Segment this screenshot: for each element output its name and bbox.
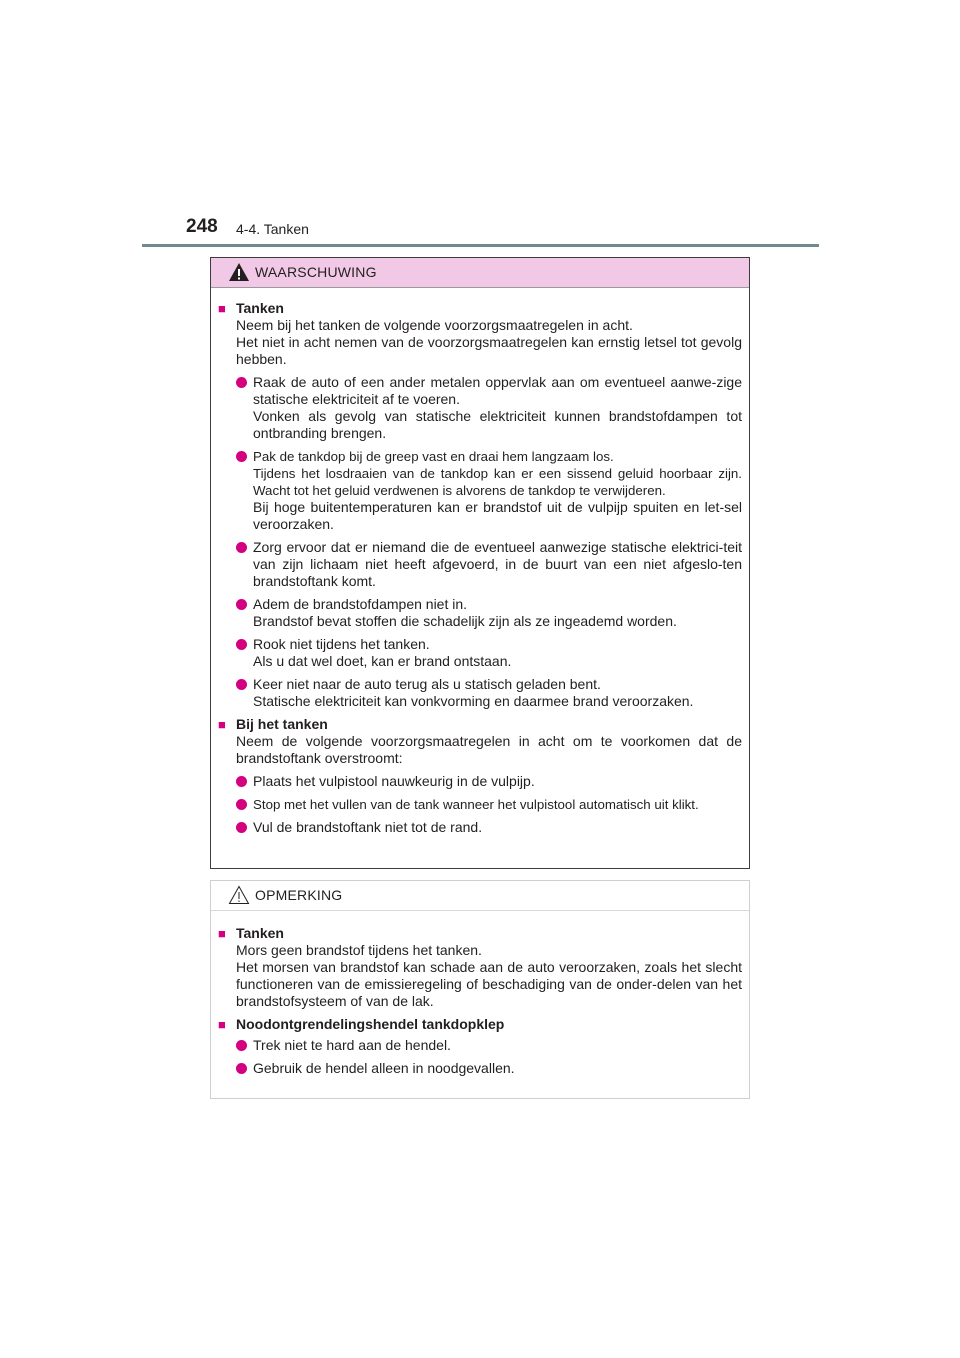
- square-bullet-icon: ■: [218, 926, 226, 941]
- header-divider: [142, 244, 819, 247]
- bullet-dot-icon: [236, 679, 247, 690]
- warning-section: [218, 300, 742, 710]
- item-line: Tijdens het losdraaien van de tankdop kan er een sissend geluid hoorbaar zijn. Wacht tot het geluid verdwenen is alvorens de tankdop te verwijderen.: [253, 466, 742, 498]
- list-item: [218, 539, 742, 590]
- list-item: [218, 636, 742, 670]
- caution-triangle-icon: [228, 885, 250, 905]
- item-line: Brandstof bevat stoffen die schadelijk zijn als ze ingeademd worden.: [253, 613, 677, 629]
- item-line: Vul de brandstoftank niet tot de rand.: [253, 819, 483, 835]
- bullet-dot-icon: [236, 1063, 247, 1074]
- note-section: [218, 1016, 742, 1077]
- square-bullet-icon: ■: [218, 301, 226, 316]
- item-line: Pak de tankdop bij de greep vast en draai hem langzaam los.: [253, 449, 614, 464]
- page-number: 248: [186, 216, 218, 237]
- bullet-dot-icon: [236, 599, 247, 610]
- item-line: Rook niet tijdens het tanken.: [253, 636, 430, 652]
- note-box: [210, 880, 750, 1099]
- item-line: Trek niet te hard aan de hendel.: [253, 1037, 451, 1053]
- item-line: Zorg ervoor dat er niemand die de eventueel aanwezige statische elektrici-teit van zijn lichaam niet heeft afgevoerd, in de buurt van een niet afgeslo-ten brandstoftank komt.: [253, 539, 742, 589]
- warning-title: WAARSCHUWING: [255, 264, 377, 280]
- paragraph: Mors geen brandstof tijdens het tanken.: [236, 942, 482, 958]
- bullet-dot-icon: [236, 639, 247, 650]
- warning-body: [211, 288, 749, 836]
- list-item: [218, 1060, 742, 1077]
- list-item: [218, 819, 742, 836]
- bullet-dot-icon: [236, 377, 247, 388]
- section-title: 4-4. Tanken: [236, 221, 309, 237]
- section-heading: Noodontgrendelingshendel tankdopklep: [236, 1016, 505, 1032]
- note-header: [211, 881, 749, 911]
- item-line: Stop met het vullen van de tank wanneer het vulpistool automatisch uit klikt.: [253, 797, 699, 812]
- item-line: Adem de brandstofdampen niet in.: [253, 596, 468, 612]
- bullet-dot-icon: [236, 542, 247, 553]
- item-line: Raak de auto of een ander metalen oppervlak aan om eventueel aanwe-zige statische elektriciteit af te voeren.: [253, 374, 742, 407]
- note-section: [218, 925, 742, 1010]
- item-line: Plaats het vulpistool nauwkeurig in de vulpijp.: [253, 773, 535, 789]
- note-body: [211, 911, 749, 1077]
- paragraph: Neem de volgende voorzorgsmaatregelen in acht om te voorkomen dat de brandstoftank overstroomt:: [236, 733, 742, 766]
- bullet-dot-icon: [236, 1040, 247, 1051]
- list-item: [218, 773, 742, 790]
- section-heading: Tanken: [236, 300, 284, 316]
- list-item: [218, 448, 742, 533]
- list-item: [218, 1037, 742, 1054]
- item-line: Keer niet naar de auto terug als u statisch geladen bent.: [253, 676, 601, 692]
- paragraph: Het morsen van brandstof kan schade aan de auto veroorzaken, zoals het slecht functioneren van de emissieregeling of beschadiging van de onder-delen van het brandstofsysteem of van de lak.: [236, 959, 742, 1009]
- bullet-dot-icon: [236, 799, 247, 810]
- paragraph: Het niet in acht nemen van de voorzorgsmaatregelen kan ernstig letsel tot gevolg hebben.: [236, 334, 742, 367]
- warning-box: [210, 257, 750, 869]
- item-line: Als u dat wel doet, kan er brand ontstaan.: [253, 653, 512, 669]
- paragraph: Neem bij het tanken de volgende voorzorgsmaatregelen in acht.: [236, 317, 633, 333]
- list-item: [218, 596, 742, 630]
- note-title: OPMERKING: [255, 887, 343, 903]
- bullet-dot-icon: [236, 776, 247, 787]
- section-heading: Tanken: [236, 925, 284, 941]
- section-heading: Bij het tanken: [236, 716, 328, 732]
- item-line: Vonken als gevolg van statische elektriciteit kunnen brandstofdampen tot ontbranding brengen.: [253, 408, 742, 441]
- warning-header: [211, 258, 749, 288]
- list-item: [218, 676, 742, 710]
- square-bullet-icon: ■: [218, 717, 226, 732]
- warning-section: [218, 716, 742, 836]
- warning-triangle-icon: [228, 262, 250, 282]
- bullet-dot-icon: [236, 822, 247, 833]
- item-line: Bij hoge buitentemperaturen kan er brandstof uit de vulpijp spuiten en let-sel veroorzaken.: [253, 499, 742, 532]
- list-item: [218, 374, 742, 442]
- item-line: Gebruik de hendel alleen in noodgevallen.: [253, 1060, 515, 1076]
- list-item: [218, 796, 742, 813]
- square-bullet-icon: ■: [218, 1017, 226, 1032]
- bullet-dot-icon: [236, 451, 247, 462]
- item-line: Statische elektriciteit kan vonkvorming en daarmee brand veroorzaken.: [253, 693, 694, 709]
